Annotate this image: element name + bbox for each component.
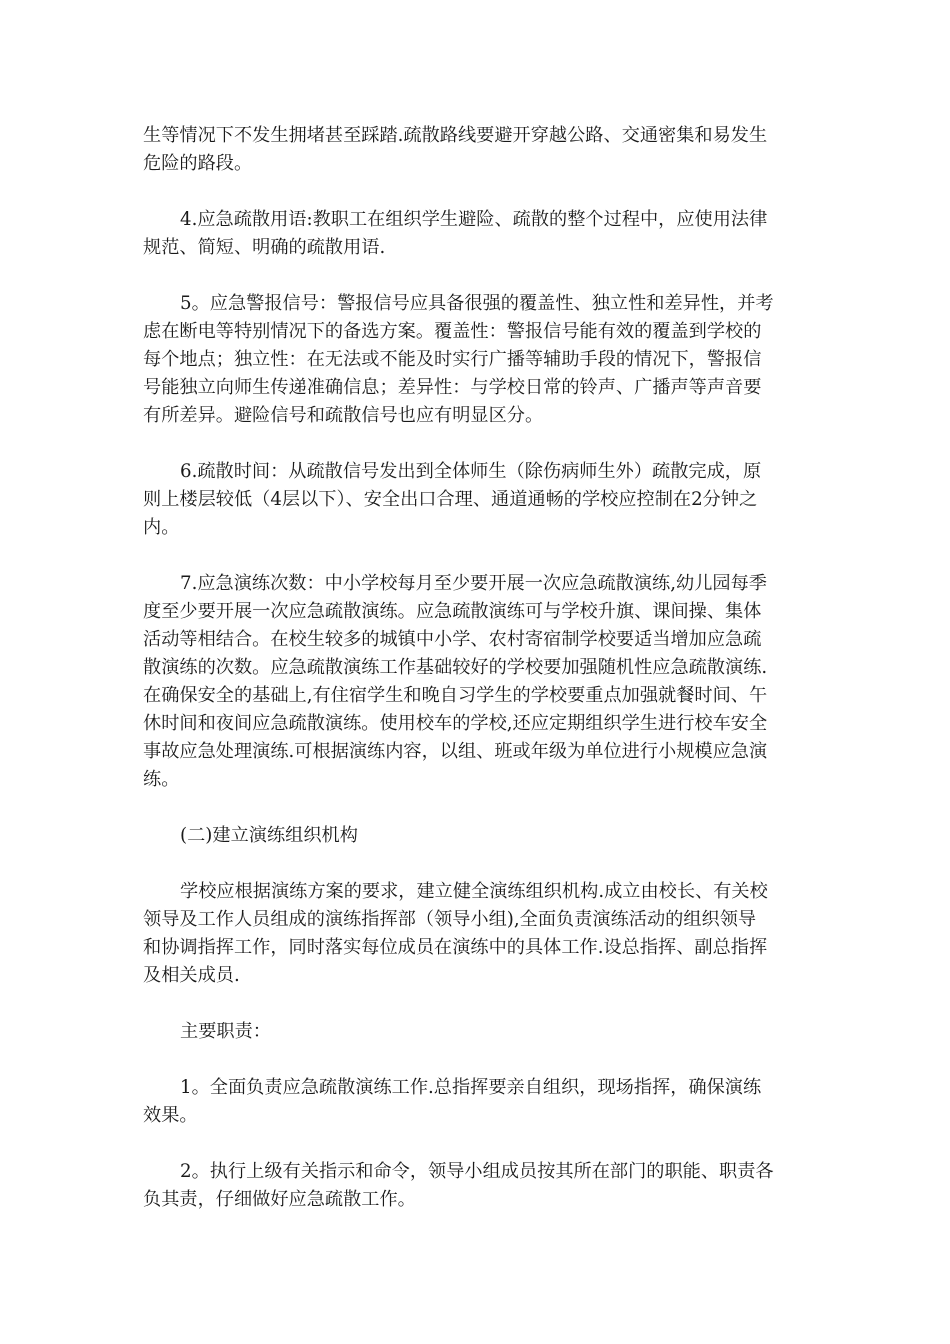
paragraph-organization: 学校应根据演练方案的要求，建立健全演练组织机构.成立由校长、有关校 领导及工作人员组成的演练指挥部（领导小组),全面负责演练活动的组织领导 和协调指挥工作，同时落实每位成员在演练中的具体工作.设总指挥、副总指挥 及相关成员.: [143, 881, 768, 986]
paragraph-alarm-signal: 5。应急警报信号：警报信号应具备很强的覆盖性、独立性和差异性，并考 虑在断电等特别情况下的备选方案。覆盖性：警报信号能有效的覆盖到学校的 每个地点；独立性：在无法或不能及时实行广播等辅助手段的情况下，警报信 号能独立向师生传递准确信息；差异性：与学校日常的铃声、广播声等声音要 有所差异。避险信号和疏散信号也应有明显区分。: [143, 293, 774, 426]
paragraph-duty-2: 2。执行上级有关指示和命令，领导小组成员按其所在部门的职能、职责各 负其责，仔细做好应急疏散工作。: [143, 1161, 774, 1210]
paragraph-evacuation-time: 6.疏散时间：从疏散信号发出到全体师生（除伤病师生外）疏散完成，原 则上楼层较低（4层以下）、安全出口合理、通道通畅的学校应控制在2分钟之 内。: [143, 461, 762, 538]
paragraph-evacuation-language: 4.应急疏散用语:教职工在组织学生避险、疏散的整个过程中，应使用法律 规范、简短、明确的疏散用语.: [143, 209, 768, 258]
subheading-main-duties: 主要职责：: [180, 1021, 271, 1042]
paragraph-duty-1: 1。全面负责应急疏散演练工作.总指挥要亲自组织，现场指挥，确保演练 效果。: [143, 1077, 762, 1126]
paragraph-drill-frequency: 7.应急演练次数：中小学校每月至少要开展一次应急疏散演练,幼儿园每季 度至少要开展一次应急疏散演练。应急疏散演练可与学校升旗、课间操、集体 活动等相结合。在校生较多的城镇中小学、农村寄宿制学校要适当增加应急疏 散演练的次数。应急疏散演练工作基础较好的学校要加强随机性应急疏散演练. 在确保安全的基础上,有住宿学生和晚自习学生的学校要重点加强就餐时间、午 休时间和夜间应急疏散演练。使用校车的学校,还应定期组织学生进行校车安全 事故应急处理演练.可根据演练内容，以组、班或年级为单位进行小规模应急演 练。: [143, 573, 768, 790]
document-body: [143, 122, 811, 1242]
section-heading-organization: (二)建立演练组织机构: [180, 825, 358, 846]
paragraph-evacuation-route-continuation: 生等情况下不发生拥堵甚至踩踏.疏散路线要避开穿越公路、交通密集和易发生 危险的路段。: [143, 125, 768, 174]
